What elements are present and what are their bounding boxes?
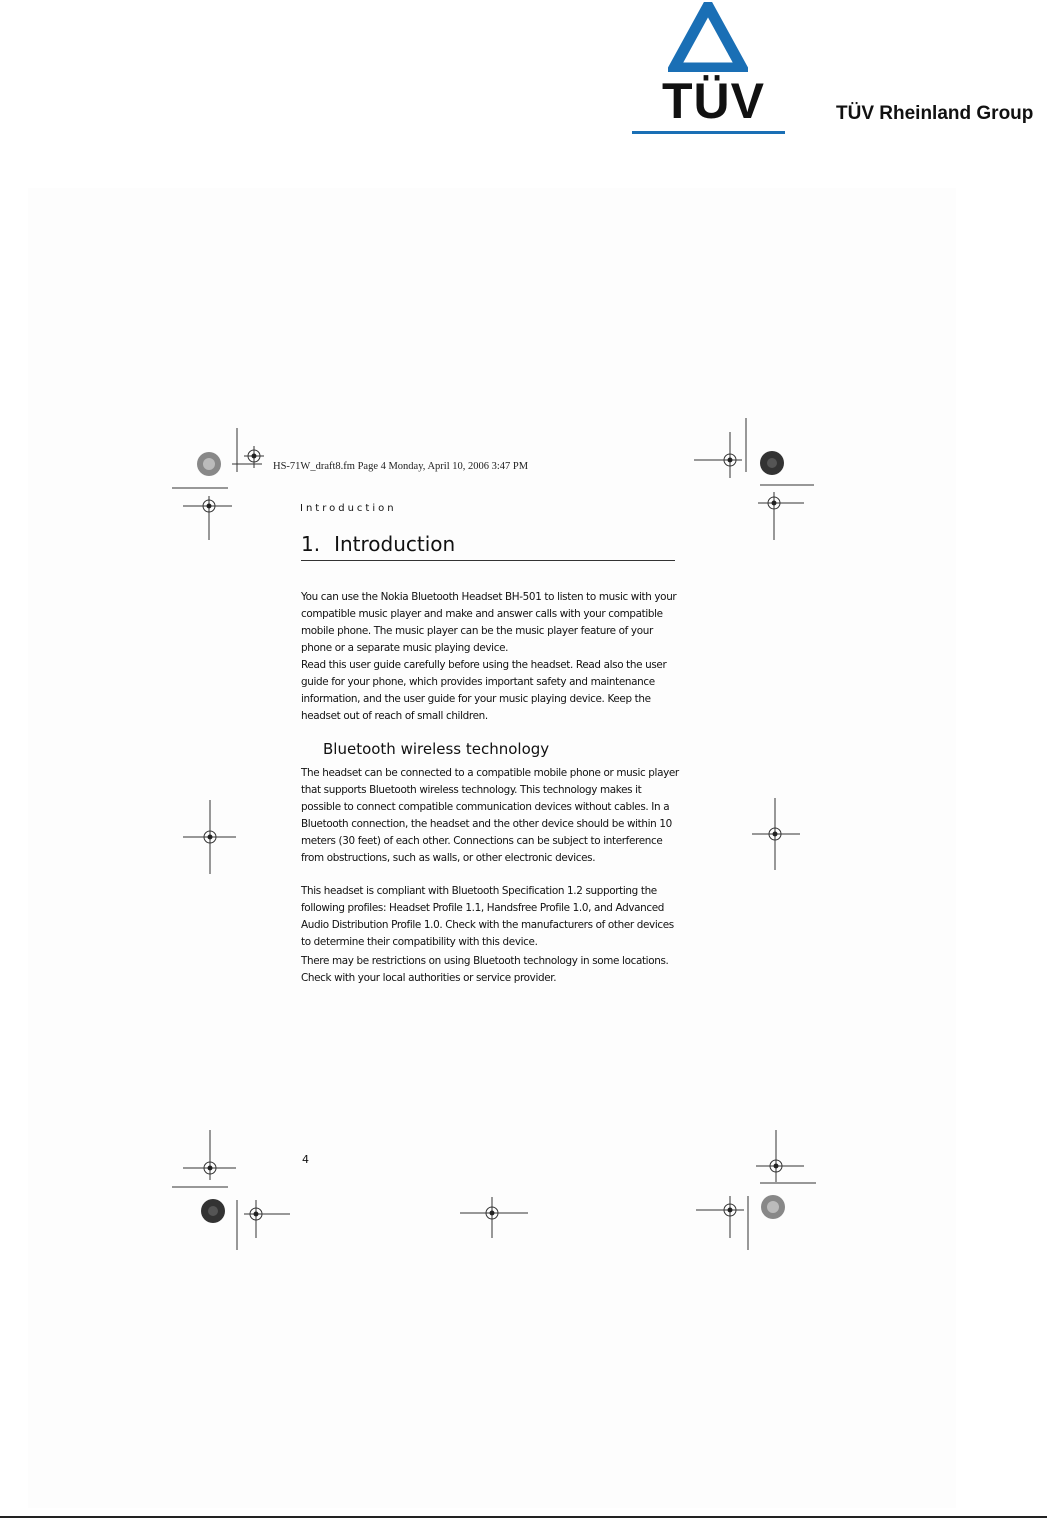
tuv-wordmark: TÜV [662, 73, 765, 129]
chapter-title [301, 532, 675, 561]
chapter-title-text: Introduction [334, 532, 456, 556]
print-header: HS-71W_draft8.fm Page 4 Monday, April 10, 2006 3:47 PM [273, 461, 529, 472]
tuv-group-name: TÜV Rheinland Group [836, 103, 1034, 124]
chapter-number: 1. [301, 532, 321, 556]
bluetooth-paragraph-1: The headset can be connected to a compatible mobile phone or music player that supports Bluetooth wireless technology. This technology makes it possible to connect compatible communication devices without cables. In a Bluetooth connection, the headset and the other device should be within 10 meters (30 feet) of each other. Connections can be subject to interference from obstructions, such as walls, or other electronic devices. [301, 767, 679, 864]
bottom-rule [0, 1516, 1047, 1518]
running-head: Introduction [300, 503, 397, 514]
bluetooth-paragraph-2: This headset is compliant with Bluetooth Specification 1.2 supporting the following profiles: Headset Profile 1.1, Handsfree Profile 1.0, and Advanced Audio Distribution Profile 1.0. Check with the manufacturers of other devices to determine their compatibility with this device. [301, 885, 674, 948]
bluetooth-paragraph-3: There may be restrictions on using Bluetooth technology in some locations. Check with your local authorities or service provider. [301, 955, 669, 984]
intro-paragraph-2: Read this user guide carefully before using the headset. Read also the user guide for your phone, which provides important safety and maintenance information, and the user guide for your music playing device. Keep the headset out of reach of small children. [301, 659, 667, 722]
page-number: 4 [302, 1153, 309, 1166]
section-title: Bluetooth wireless technology [323, 740, 550, 758]
intro-paragraph-1: You can use the Nokia Bluetooth Headset BH-501 to listen to music with your compatible music player and make and answer calls with your compatible mobile phone. The music player can be the music player feature of your phone or a separate music playing device. [301, 591, 677, 654]
